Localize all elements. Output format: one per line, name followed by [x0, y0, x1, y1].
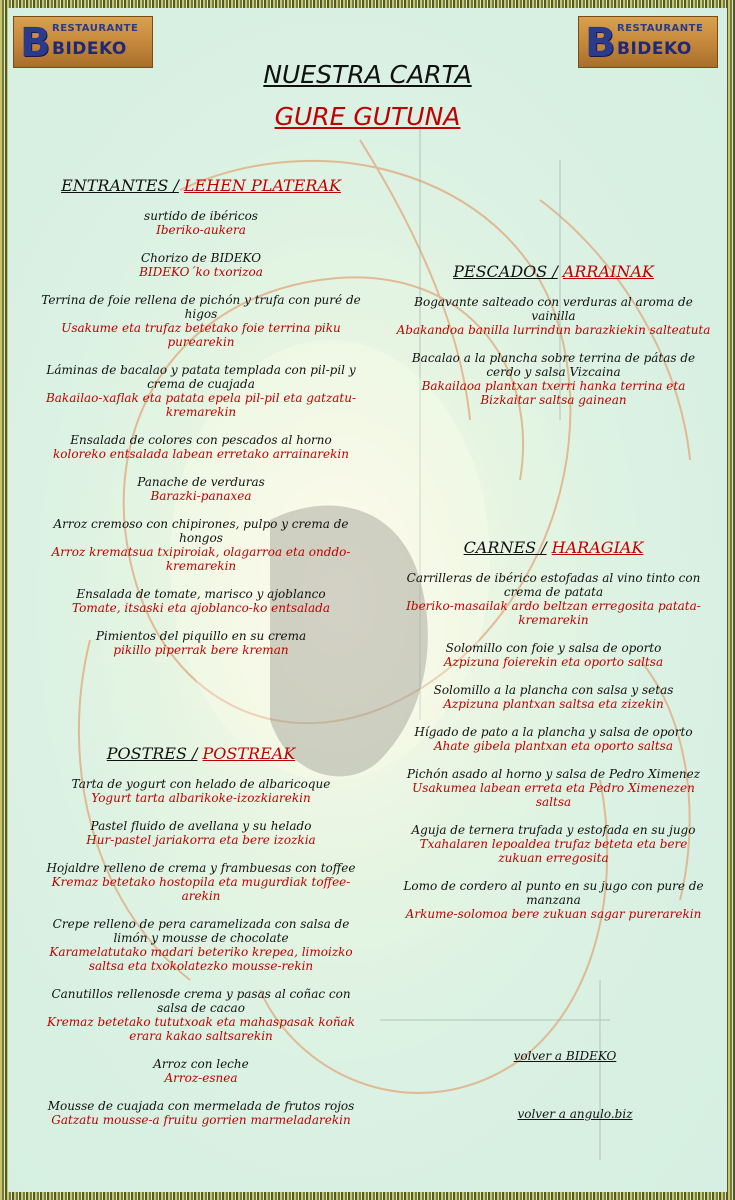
logo-b-mark-icon: B	[585, 20, 616, 66]
dish-name-spanish: Tarta de yogurt con helado de albaricoque	[71, 777, 331, 791]
dish-name-spanish: Pimientos del piquillo en su crema	[95, 629, 307, 643]
section-heading-entrantes: ENTRANTES / LEHEN PLATERAK	[61, 176, 341, 195]
dish-name-spanish: surtido de ibéricos	[144, 209, 258, 223]
logo-b-mark-icon: B	[20, 20, 51, 66]
dish-name-basque: Usakume eta trufaz betetako foie terrina piku purearekin	[61, 321, 341, 349]
entrantes-menu-item	[40, 587, 362, 615]
dish-name-basque: Arroz-esnea	[164, 1071, 238, 1085]
page-title-spanish: NUESTRA CARTA	[263, 60, 472, 89]
page-title-basque: GURE GUTUNA	[274, 102, 461, 131]
section-postres	[40, 744, 362, 1141]
dish-name-basque: pikillo piperrak bere kreman	[113, 643, 289, 657]
dish-name-basque: koloreko entsalada labean erretako arrainarekin	[53, 447, 349, 461]
dish-name-spanish: Arroz con leche	[153, 1057, 249, 1071]
entrantes-menu-item	[40, 475, 362, 503]
dish-name-spanish: Ensalada de colores con pescados al horno	[70, 433, 332, 447]
dish-name-basque: Kremaz betetako tututxoak eta mahaspasak koñak erara kakao saltsarekin	[47, 1015, 355, 1043]
dish-name-spanish: Chorizo de BIDEKO	[140, 251, 262, 265]
logo-restaurante-label: RESTAURANTE	[617, 23, 704, 34]
postres-menu-item	[40, 861, 362, 903]
carnes-menu-item	[396, 725, 711, 753]
dish-name-spanish: Carrilleras de ibérico estofadas al vino tinto con crema de patata	[406, 571, 701, 599]
carnes-menu-item	[396, 767, 711, 809]
dish-name-spanish: Terrina de foie rellena de pichón y trufa con puré de higos	[41, 293, 361, 321]
dish-name-spanish: Arroz cremoso con chipirones, pulpo y crema de hongos	[53, 517, 349, 545]
dish-name-spanish: Crepe relleno de pera caramelizada con salsa de limón y mousse de chocolate	[52, 917, 350, 945]
dish-name-spanish: Solomillo a la plancha con salsa y setas	[433, 683, 674, 697]
postres-menu-item	[40, 917, 362, 973]
dish-name-basque: Usakumea labean erreta eta Pedro Ximenezen saltsa	[412, 781, 695, 809]
entrantes-menu-item	[40, 433, 362, 461]
carnes-menu-item	[396, 823, 711, 865]
postres-menu-item	[40, 1099, 362, 1127]
section-heading-postres: POSTRES / POSTREAK	[106, 744, 296, 763]
dish-name-basque: BIDEKO´ko txorizoa	[139, 265, 263, 279]
pescados-list	[396, 295, 711, 407]
entrantes-menu-item	[40, 209, 362, 237]
dish-name-spanish: Solomillo con foie y salsa de oporto	[445, 641, 662, 655]
section-pescados	[396, 262, 711, 421]
carnes-menu-item	[396, 641, 711, 669]
dish-name-basque: Ahate gibela plantxan eta oporto saltsa	[434, 739, 673, 753]
section-heading-carnes: CARNES / HARAGIAK	[463, 538, 644, 557]
dish-name-basque: Yogurt tarta albarikoke-izozkiarekin	[91, 791, 311, 805]
link-volver-angulo[interactable]: volver a angulo.biz	[517, 1107, 633, 1121]
entrantes-menu-item	[40, 363, 362, 419]
dish-name-spanish: Láminas de bacalao y patata templada con pil-pil y crema de cuajada	[46, 363, 356, 391]
section-heading-pescados: PESCADOS / ARRAINAK	[453, 262, 654, 281]
carnes-menu-item	[396, 571, 711, 627]
logo-restaurante-label: RESTAURANTE	[52, 23, 139, 34]
pescados-menu-item	[396, 295, 711, 337]
postres-menu-item	[40, 819, 362, 847]
dish-name-basque: Arkume-solomoa bere zukuan sagar purerarekin	[405, 907, 702, 921]
entrantes-list	[40, 209, 362, 657]
postres-menu-item	[40, 777, 362, 805]
dish-name-spanish: Hojaldre relleno de crema y frambuesas con toffee	[46, 861, 356, 875]
dish-name-spanish: Bogavante salteado con verduras al aroma de vainilla	[414, 295, 693, 323]
entrantes-menu-item	[40, 629, 362, 657]
dish-name-basque: Kremaz betetako hostopila eta mugurdiak toffee-arekin	[51, 875, 351, 903]
link-volver-bideko[interactable]: volver a BIDEKO	[513, 1049, 617, 1063]
dish-name-spanish: Panache de verduras	[137, 475, 265, 489]
dish-name-basque: Bakailaoa plantxan txerri hanka terrina eta Bizkaitar saltsa gainean	[421, 379, 686, 407]
dish-name-basque: Bakailao-xaflak eta patata epela pil-pil eta gatzatu-kremarekin	[45, 391, 357, 419]
logo-restaurant-name: BIDEKO	[52, 39, 127, 59]
dish-name-basque: Txahalaren lepoaldea trufaz beteta eta bere zukuan erregosita	[419, 837, 688, 865]
dish-name-basque: Barazki-panaxea	[150, 489, 252, 503]
dish-name-spanish: Bacalao a la plancha sobre terrina de pátas de cerdo y salsa Vizcaina	[411, 351, 696, 379]
dish-name-spanish: Ensalada de tomate, marisco y ajoblanco	[76, 587, 326, 601]
dish-name-basque: Abakandoa banilla lurrindun barazkiekin salteatuta	[396, 323, 711, 337]
dish-name-basque: Azpizuna foierekin eta oporto saltsa	[443, 655, 664, 669]
dish-name-spanish: Mousse de cuajada con mermelada de frutos rojos	[47, 1099, 355, 1113]
carnes-menu-item	[396, 879, 711, 921]
dish-name-spanish: Lomo de cordero al punto en su jugo con pure de manzana	[403, 879, 704, 907]
dish-name-spanish: Aguja de ternera trufada y estofada en su jugo	[411, 823, 696, 837]
dish-name-spanish: Pastel fluido de avellana y su helado	[90, 819, 312, 833]
entrantes-menu-item	[40, 517, 362, 573]
carnes-menu-item	[396, 683, 711, 711]
dish-name-basque: Hur-pastel jariakorra eta bere izozkia	[86, 833, 316, 847]
pescados-menu-item	[396, 351, 711, 407]
dish-name-spanish: Pichón asado al horno y salsa de Pedro Ximenez	[406, 767, 701, 781]
section-entrantes	[40, 176, 362, 671]
dish-name-basque: Karamelatutako madari beteriko krepea, limoizko saltsa eta txokolatezko mousse-rekin	[49, 945, 353, 973]
entrantes-menu-item	[40, 293, 362, 349]
logo-restaurant-name: BIDEKO	[617, 39, 692, 59]
entrantes-menu-item	[40, 251, 362, 279]
dish-name-spanish: Canutillos rellenosde crema y pasas al coñac con salsa de cacao	[51, 987, 351, 1015]
dish-name-basque: Iberiko-masailak ardo beltzan erregosita patata-kremarekin	[406, 599, 701, 627]
postres-menu-item	[40, 987, 362, 1043]
dish-name-basque: Tomate, itsaski eta ajoblanco-ko entsalada	[72, 601, 330, 615]
dish-name-spanish: Hígado de pato a la plancha y salsa de oporto	[414, 725, 693, 739]
dish-name-basque: Arroz krematsua txipiroiak, olagarroa eta onddo-kremarekin	[51, 545, 351, 573]
dish-name-basque: Iberiko-aukera	[156, 223, 246, 237]
postres-list	[40, 777, 362, 1127]
carnes-list	[396, 571, 711, 921]
dish-name-basque: Azpizuna plantxan saltsa eta zizekin	[443, 697, 664, 711]
dish-name-basque: Gatzatu mousse-a fruitu gorrien marmeladarekin	[51, 1113, 351, 1127]
postres-menu-item	[40, 1057, 362, 1085]
section-carnes	[396, 538, 711, 935]
